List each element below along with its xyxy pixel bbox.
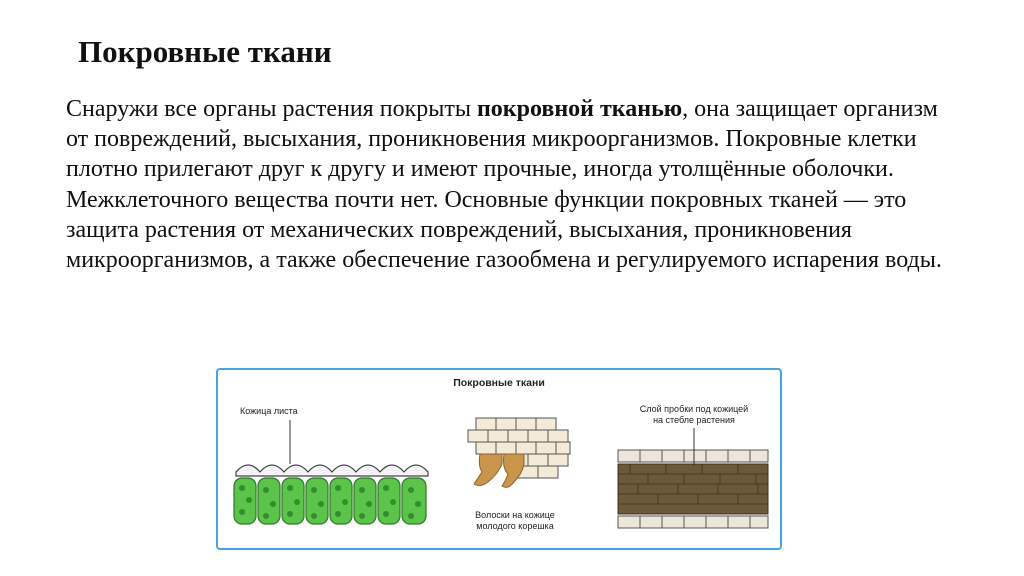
- cork-layer-drawing: [618, 464, 768, 514]
- label-cork-line-2: на стебле растения: [653, 415, 735, 425]
- cork-top-cells-drawing: [618, 450, 768, 462]
- label-cork-line-1: Слой пробки под кожицей: [639, 404, 749, 414]
- slide-title: Покровные ткани: [78, 34, 332, 69]
- paragraph-bold-term: покровной тканью: [476, 96, 683, 122]
- leaf-epidermis-drawing: [236, 465, 428, 476]
- label-leaf-epidermis: Кожица листа: [240, 406, 298, 416]
- label-root-hairs: [450, 510, 580, 532]
- figure-title: Покровные ткани: [453, 377, 545, 389]
- tissue-figure: [216, 368, 782, 550]
- label-root-line-2: молодого корешка: [476, 521, 554, 531]
- body-paragraph: [66, 94, 956, 275]
- paragraph-part-1: Снаружи все органы растения покрыты: [66, 96, 477, 122]
- cork-bottom-cells-drawing: [618, 516, 768, 528]
- label-root-line-1: Волоски на кожице: [475, 510, 555, 520]
- label-cork-layer: [610, 404, 778, 426]
- root-hairs-drawing: [474, 454, 524, 487]
- paragraph-part-2: , она защищает организм от повреждений, высыхания, проникновения микроорганизмов. Покровные клетки плотно прилегают друг к другу и имеют прочные, иногда утолщённые оболочки. Межклеточного вещества почти нет. Основные функции покровных тканей — это защита растения от механических повреждений, высыхания, проникновения микроорганизмов, а также обеспечение газообмена и регулируемого испарения воды.: [66, 96, 942, 274]
- leaf-mesophyll-drawing: [234, 478, 426, 524]
